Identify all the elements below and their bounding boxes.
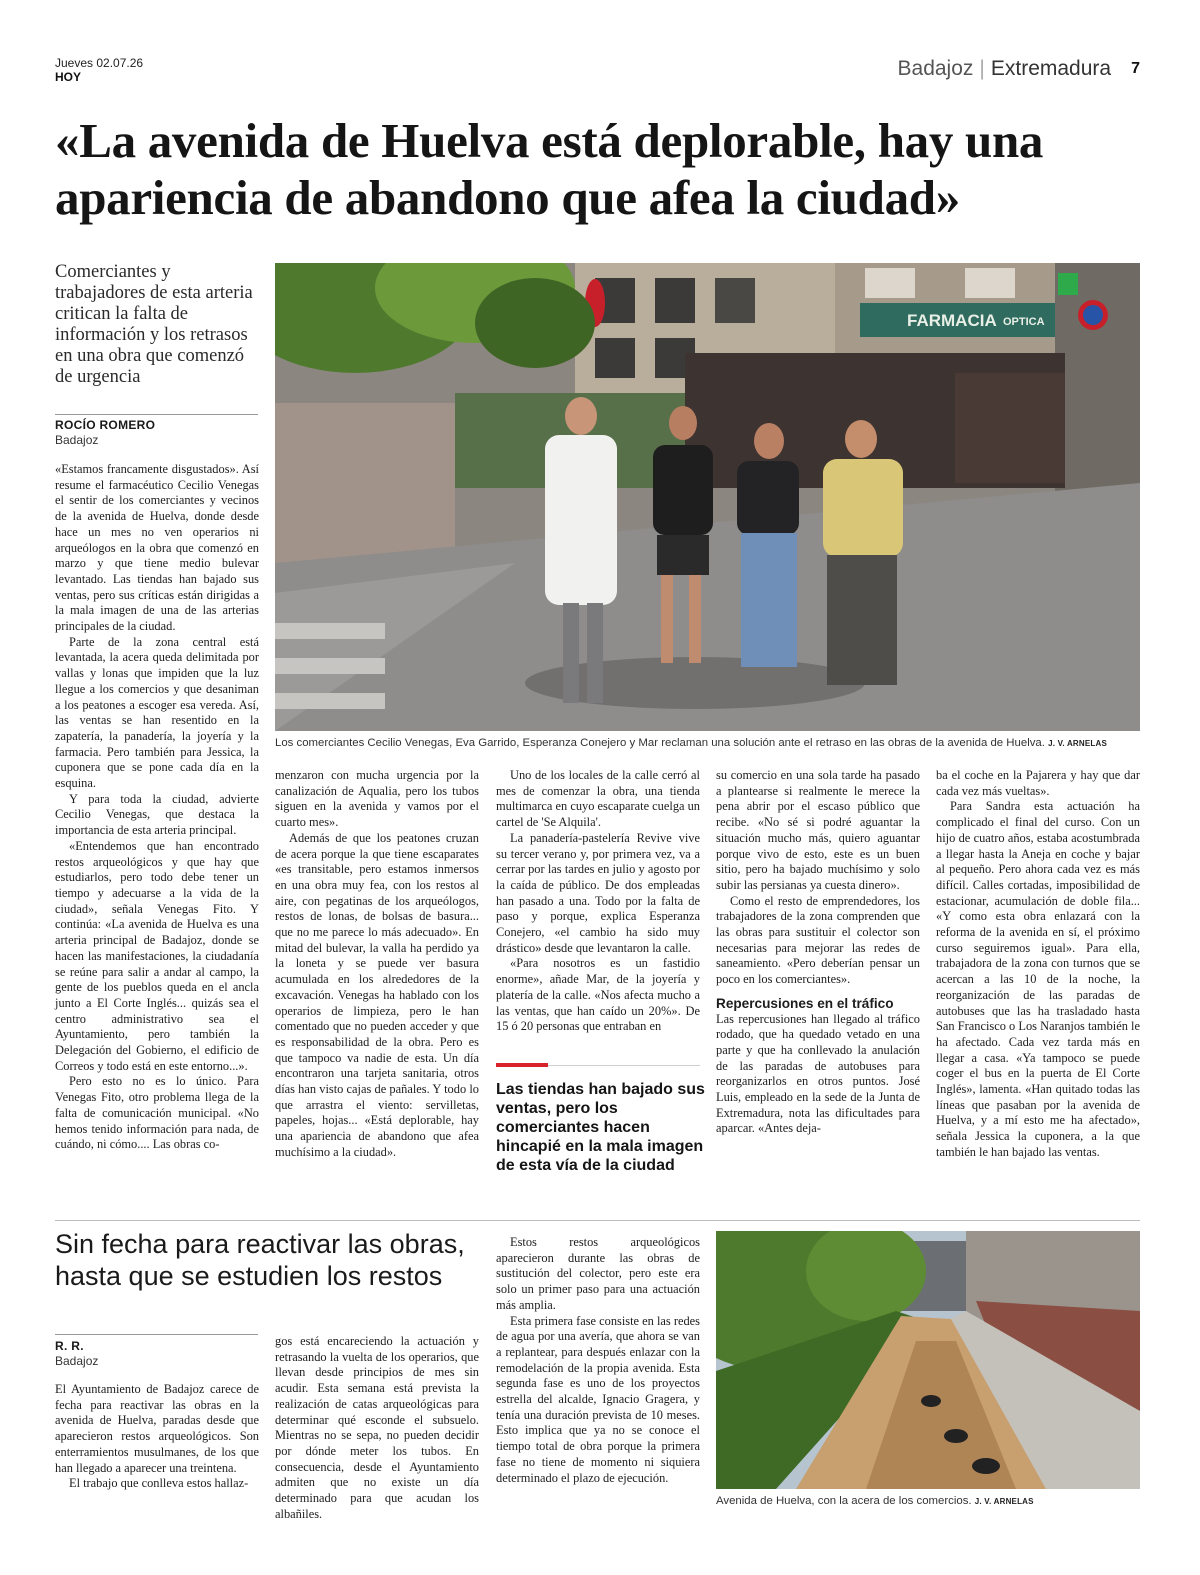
section-divider (55, 1220, 1140, 1221)
byline-location: Badajoz (55, 1354, 99, 1368)
subheading: Repercusiones en el tráfico (716, 995, 894, 1011)
issue-date: Jueves 02.07.26 (55, 56, 144, 70)
photo-credit: J. V. ARNELAS (974, 1497, 1034, 1506)
article-column-2 (275, 768, 479, 1161)
pharmacy-sign: FARMACIA (907, 311, 997, 330)
caption-text: Los comerciantes Cecilio Venegas, Eva Garrido, Esperanza Conejero y Mar reclaman una solución ante el retraso en las obras de la avenida de Huelva. (275, 737, 1045, 749)
article-column-5 (936, 768, 1140, 1161)
paragraph: su comercio en una sola tarde ha pasado a plantearse si realmente le merece la pena abrir por el escaso público que recibe. «No sé si podré aguantar la situación mucho más, quiero aguantar porque vivo de esto, este es un buen sitio, pero ha bajado muchísimo y solo subir las persianas ya cuesta dinero». (716, 768, 920, 892)
section-region: Extremadura (990, 57, 1112, 80)
caption-text: Avenida de Huelva, con la acera de los comercios. (716, 1495, 972, 1507)
secondary-column-2 (275, 1334, 479, 1522)
photo-caption (275, 737, 1155, 749)
byline: ROCÍO ROMERO (55, 418, 156, 432)
secondary-column-1 (55, 1382, 259, 1492)
paragraph: ba el coche en la Pajarera y hay que dar cada vez más vueltas». (936, 768, 1140, 798)
paragraph: Las repercusiones han llegado al tráfico rodado, que ha quedado vetado en una parte y que ha conllevado la anulación de las paradas de autobuses para reorganizarlos en otros puntos. José Luis, empleado en la sede de la Junta de Extremadura, nota las dificultades para aparcar. «Antes deja- (716, 1011, 920, 1136)
byline-location: Badajoz (55, 433, 99, 447)
section-header: Badajoz | Extremadura 7 (897, 57, 1140, 80)
paragraph: Uno de los locales de la calle cerró al mes de comenzar la obra, una tienda multimarca en cuyo escaparate cuelga un cartel de 'Se Alquila'. (496, 768, 700, 830)
article-column-4 (716, 768, 920, 1137)
paragraph: «Para nosotros es un fastidio enorme», añade Mar, de la joyería y platería de la calle. «Nos afecta mucho a las ventas, que han caído un 20%». De 15 ó 20 personas que entraban en (496, 956, 700, 1034)
excavation-photo (716, 1231, 1140, 1489)
paragraph: Parte de la zona central está levantada, la acera queda delimitada por vallas y lonas que impiden que la luz llegue a los comercios y que desaniman a los peatones a escoger esa vereda. Así, las ventas se han resentido en la zapatería, la panadería, la joyería y la farmacia. Pero también para Jessica, la cuponera que se pone cada día en la esquina. (55, 634, 259, 791)
paragraph: Como el resto de emprendedores, los trabajadores de la zona comprenden que las obras para sustituir el colector son necesarias para mejorar las redes de saneamiento. «Pero deberían pensar un poco en los comerciantes». (716, 893, 920, 987)
article-subtitle: Comerciantes y trabajadores de esta arteria critican la falta de información y los retrasos en una obra que comenzó de urgencia (55, 262, 253, 387)
byline-rule (55, 414, 258, 415)
byline: R. R. (55, 1339, 84, 1353)
paragraph: «Entendemos que han encontrado restos arqueológicos y que hay que estudiarlos, pero todo debe tener un tiempo y adecuarse a la vida de la ciudad», señala Venegas Fito. Y continúa: «La avenida de Huelva es una arteria principal de Badajoz, donde se hacen las manifestaciones, la ciudadanía se reúne para salir a andar al campo, la gente de los pueblos queda en el ancla junto a El Corte Inglés... quizás sea el centro administrativo sea el Ayuntamiento, pero también la Delegación del Gobierno, el edificio de Correos y todo está en este entorno...». (55, 838, 259, 1073)
paragraph: El Ayuntamiento de Badajoz carece de fecha para reactivar las obras en la avenida de Huelva, paradas desde que aparecieron restos arqueológicos. Son enterramientos musulmanes, de los que han llegado a aparecer una treintena. (55, 1382, 259, 1475)
paragraph: Estos restos arqueológicos aparecieron durante las obras de sustitución del colector, pero este era solo un primer paso para una actuación más amplia. (496, 1235, 700, 1312)
paragraph: Y para toda la ciudad, advierte Cecilio Venegas, que destaca la importancia de esta arteria principal. (55, 791, 259, 838)
photo-credit: J. V. ARNELAS (1048, 739, 1108, 748)
secondary-headline: Sin fecha para reactivar las obras, hasta que se estudien los restos (55, 1229, 465, 1291)
paragraph: Para Sandra esta actuación ha complicado el final del curso. Con un hijo de cuatro años, estaba acostumbrada a llegar hasta la Aneja en coche y bajar al pequeño. Pero ahora cada vez es más difícil. Calles cortadas, imposibilidad de estacionar, acumulación de doble fila... «Y como esta obra enlazará con la reforma de la avenida en sí, el próximo curso seguiremos igual». Para ella, trabajadora de la zona con turnos que se acercan a las 10 de la noche, la reorganización de las paradas de autobuses que las ha trasladado hasta San Francisco o Los Naranjos también le ha afectado. Cada vez tarda más en llegar a casa. «Ya tampoco se puede coger el bus en la puerta de El Corte Inglés», lamenta. «Han quitado todas las líneas que pasaban por la avenida de Huelva, y a mí esto me ha afectado», señala Jessica la cuponera, a la que también le han bajado las ventas. (936, 799, 1140, 1159)
main-headline: «La avenida de Huelva está deplorable, hay una apariencia de abandono que afea la ciudad» (55, 113, 1044, 225)
article-column-1 (55, 462, 259, 1153)
street-photo (275, 263, 1140, 731)
section-city: Badajoz (897, 57, 974, 80)
pull-quote-accent (496, 1063, 548, 1067)
paragraph: gos está encareciendo la actuación y retrasando la vuelta de los operarios, que llevan desde principios de mes sin acudir. Esta semana está prevista la realización de catas arqueológicas para determinar qué esconde el subsuelo. Mientras no se sepa, no pueden decidir por dónde meter los tubos. En consecuencia, desde el Ayuntamiento admiten que no existe un día determinado para que acudan los albañiles. (275, 1334, 479, 1521)
paragraph: La panadería-pastelería Revive vive su tercer verano y, por primera vez, va a cerrar por las tardes en julio y agosto por la caída de público. De dos empleadas han pasado a una. Todo por la falta de paso y porque, explica Esperanza Conejero, «el cambio ha sido muy drástico» desde que levantaron la calle. (496, 830, 700, 955)
pull-quote: Las tiendas han bajado sus ventas, pero los comerciantes hacen hincapié en la mala imagen de esta vía de la ciudad (496, 1081, 705, 1174)
paragraph: Pero esto no es lo único. Para Venegas Fito, otro problema llega de la falta de comunicación municipal. «No hemos tenido información para nada, de cuándo, ni cómo.... Las obras co- (55, 1074, 259, 1152)
publication-name: HOY (55, 70, 82, 84)
paragraph: menzaron con mucha urgencia por la canalización de Aqualia, pero los tubos siguen en la avenida y vamos por el cuarto mes». (275, 768, 479, 830)
paragraph: Además de que los peatones cruzan de acera porque la que tiene escaparates «es transitable, pero estamos inmersos en una obra muy fea, con los restos al aire, con pegatinas de los arqueólogos, restos de lonas, de bolsas de basura... que no me parece lo más adecuado». En mitad del bulevar, la valla ha perdido ya la loneta y se puede ver basura acumulada en los alrededores de la excavación. Venegas ha hablado con los operarios de limpieza, pero le han comentado que no pueden acceder y que es responsabilidad de la obra. Pero es que tampoco va nadie de esta. Un día encontraron una tarjeta sanitaria, otros días han visto cajas de pañales. Y todo lo que arrastra el viento: servilletas, papeles, hojas... «Está deplorable, hay una apariencia de abandono que afea muchísimo a la ciudad». (275, 830, 479, 1159)
article-column-3 (496, 768, 700, 1035)
paragraph: «Estamos francamente disgustados». Así resume el farmacéutico Cecilio Venegas el sentir de los comerciantes y vecinos de la avenida de Huelva, donde desde hace un mes no ven operarios ni arqueólogos en la obra que comenzó en marzo y que tiene medio bulevar levantado. Las tiendas han bajado sus ventas, pero sus críticas están dirigidas a la mala imagen de una de las arterias principales de la ciudad. (55, 462, 259, 634)
secondary-column-3 (496, 1235, 700, 1486)
optics-sign: OPTICA (1003, 316, 1045, 328)
photo-caption (716, 1495, 1146, 1507)
page-number: 7 (1131, 60, 1140, 77)
paragraph: Esta primera fase consiste en las redes de agua por una avería, que ahora se van a replantear, para después enlazar con la remodelación de la propia avenida. Esta segunda fase es uno de los proyectos estrella del alcalde, Ignacio Gragera, y tenía una duración prevista de 10 meses. Esto implica que ya no se conoce el tiempo total de obra porque la primera fase no tiene de momento ni siquiera determinado el plazo de ejecución. (496, 1313, 700, 1485)
byline-rule (55, 1334, 258, 1335)
paragraph: El trabajo que conlleva estos hallaz- (69, 1476, 249, 1491)
